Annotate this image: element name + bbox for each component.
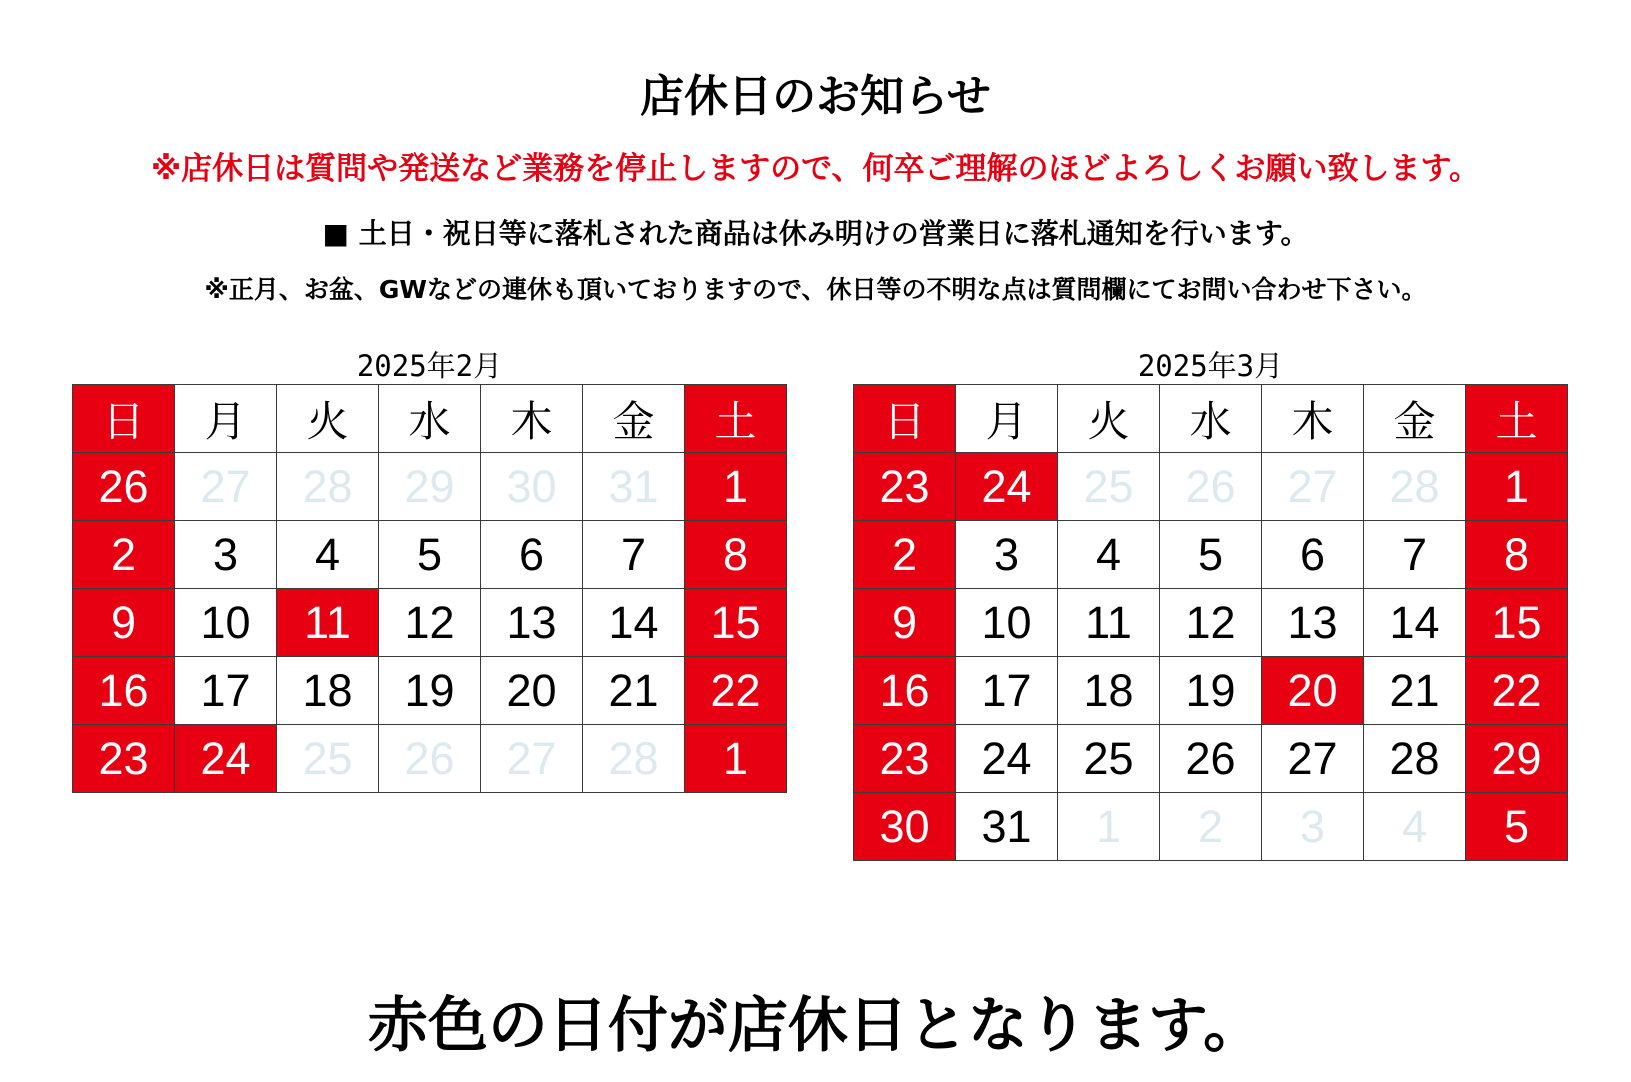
auction-notice: ■ 土日・祝日等に落札された商品は休み明けの営業日に落札通知を行います。: [322, 217, 1309, 250]
calendar-day-other-month: 28: [583, 725, 685, 793]
calendar-month-label: 2025年2月: [356, 349, 503, 383]
footer-legend: 赤色の日付が店休日となります。: [367, 991, 1264, 1061]
weekday-header: 日: [73, 385, 175, 453]
calendar-day-closed: 9: [854, 589, 956, 657]
calendar-day-closed: 8: [1466, 521, 1568, 589]
calendar-day: 13: [1262, 589, 1364, 657]
calendar-week-row: [854, 589, 1568, 657]
calendar-day: 7: [1364, 521, 1466, 589]
calendar-day-other-month: 26: [379, 725, 481, 793]
calendar-day: 18: [1058, 657, 1160, 725]
calendar-day-other-month: 2: [1160, 793, 1262, 861]
calendar-day: 31: [956, 793, 1058, 861]
weekday-header: 金: [1364, 385, 1466, 453]
calendar-day-other-month: 26: [1160, 453, 1262, 521]
calendar-week-row: [854, 725, 1568, 793]
calendar-day: 12: [1160, 589, 1262, 657]
calendar-day-closed: 2: [854, 521, 956, 589]
calendar-day: 4: [1058, 521, 1160, 589]
weekday-header: 月: [175, 385, 277, 453]
calendar-day: 21: [583, 657, 685, 725]
calendar-day: 14: [583, 589, 685, 657]
calendar-day-closed: 2: [73, 521, 175, 589]
calendar-day: 28: [1364, 725, 1466, 793]
calendar-day-other-month: 27: [481, 725, 583, 793]
calendar-week-row: [854, 657, 1568, 725]
calendar-week-row: [73, 589, 787, 657]
calendar-week-row: [73, 453, 787, 521]
calendar-day: 6: [481, 521, 583, 589]
calendar-day: 4: [277, 521, 379, 589]
calendar-day-other-month: 4: [1364, 793, 1466, 861]
calendar-day-closed: 29: [1466, 725, 1568, 793]
calendar-day-closed: 22: [1466, 657, 1568, 725]
calendar-day-closed: 20: [1262, 657, 1364, 725]
calendar-day-other-month: 25: [1058, 453, 1160, 521]
weekday-header: 木: [481, 385, 583, 453]
calendar-day: 24: [956, 725, 1058, 793]
calendar-day-closed: 15: [685, 589, 787, 657]
calendar-day-closed: 30: [854, 793, 956, 861]
calendar-day-closed: 22: [685, 657, 787, 725]
weekday-header: 水: [379, 385, 481, 453]
calendar-day: 7: [583, 521, 685, 589]
calendar-day-other-month: 29: [379, 453, 481, 521]
calendar-day-closed: 23: [854, 725, 956, 793]
calendar-day-other-month: 28: [277, 453, 379, 521]
calendar-day: 26: [1160, 725, 1262, 793]
page-title: 店休日のお知らせ: [640, 71, 991, 122]
calendar-day: 5: [1160, 521, 1262, 589]
calendar-month-label: 2025年3月: [1137, 349, 1284, 383]
calendar-body: [73, 453, 787, 793]
calendar-day-other-month: 31: [583, 453, 685, 521]
calendar-week-row: [73, 521, 787, 589]
calendar-day-other-month: 30: [481, 453, 583, 521]
calendar-week-row: [854, 793, 1568, 861]
calendar-day: 21: [1364, 657, 1466, 725]
calendar-body: [854, 453, 1568, 861]
calendar-day-closed: 24: [956, 453, 1058, 521]
calendar-day-closed: 1: [685, 725, 787, 793]
weekday-header: 水: [1160, 385, 1262, 453]
calendar-day-other-month: 28: [1364, 453, 1466, 521]
calendar-day: 17: [956, 657, 1058, 725]
weekday-header-row: [73, 385, 787, 453]
weekday-header-row: [854, 385, 1568, 453]
calendar-day: 19: [1160, 657, 1262, 725]
calendar-day-closed: 23: [854, 453, 956, 521]
holiday-notice-warning: ※店休日は質問や発送など業務を停止しますので、何卒ご理解のほどよろしくお願い致します。: [150, 151, 1481, 187]
calendar-day: 25: [1058, 725, 1160, 793]
calendar-day: 11: [1058, 589, 1160, 657]
calendar-day-closed: 16: [73, 657, 175, 725]
calendar-day-other-month: 3: [1262, 793, 1364, 861]
calendar-week-row: [73, 657, 787, 725]
calendar-day-other-month: 25: [277, 725, 379, 793]
calendar-day-closed: 24: [175, 725, 277, 793]
calendar-day: 20: [481, 657, 583, 725]
calendar-day: 3: [956, 521, 1058, 589]
calendar-day-other-month: 27: [175, 453, 277, 521]
calendar-day-closed: 26: [73, 453, 175, 521]
calendar-day-closed: 15: [1466, 589, 1568, 657]
calendar-week-row: [854, 453, 1568, 521]
calendar-grid: [853, 384, 1568, 861]
weekday-header: 火: [277, 385, 379, 453]
calendar-day-closed: 1: [685, 453, 787, 521]
weekday-header: 木: [1262, 385, 1364, 453]
calendar-day: 27: [1262, 725, 1364, 793]
calendar-day-closed: 5: [1466, 793, 1568, 861]
calendar-day-other-month: 1: [1058, 793, 1160, 861]
calendar-day: 19: [379, 657, 481, 725]
calendar-day-closed: 9: [73, 589, 175, 657]
calendar-day: 10: [175, 589, 277, 657]
weekday-header: 土: [1466, 385, 1568, 453]
weekday-header: 火: [1058, 385, 1160, 453]
calendar-day-closed: 8: [685, 521, 787, 589]
calendar-day: 5: [379, 521, 481, 589]
calendar-day: 13: [481, 589, 583, 657]
calendar-mar-2025: [853, 349, 1568, 861]
calendar-day-closed: 23: [73, 725, 175, 793]
calendar-day: 18: [277, 657, 379, 725]
calendar-day: 3: [175, 521, 277, 589]
weekday-header: 日: [854, 385, 956, 453]
calendar-day: 10: [956, 589, 1058, 657]
weekday-header: 土: [685, 385, 787, 453]
calendar-day: 6: [1262, 521, 1364, 589]
calendar-day-closed: 16: [854, 657, 956, 725]
weekday-header: 月: [956, 385, 1058, 453]
calendar-day-closed: 11: [277, 589, 379, 657]
calendar-grid: [72, 384, 787, 793]
calendar-day: 12: [379, 589, 481, 657]
calendar-week-row: [854, 521, 1568, 589]
calendar-feb-2025: [72, 349, 787, 793]
calendar-week-row: [73, 725, 787, 793]
long-holiday-notice: ※正月、お盆、GWなどの連休も頂いておりますので、休日等の不明な点は質問欄にてお問い合わせ下さい。: [204, 275, 1427, 304]
calendar-day-closed: 1: [1466, 453, 1568, 521]
calendar-day: 14: [1364, 589, 1466, 657]
weekday-header: 金: [583, 385, 685, 453]
calendar-day: 17: [175, 657, 277, 725]
calendar-day-other-month: 27: [1262, 453, 1364, 521]
